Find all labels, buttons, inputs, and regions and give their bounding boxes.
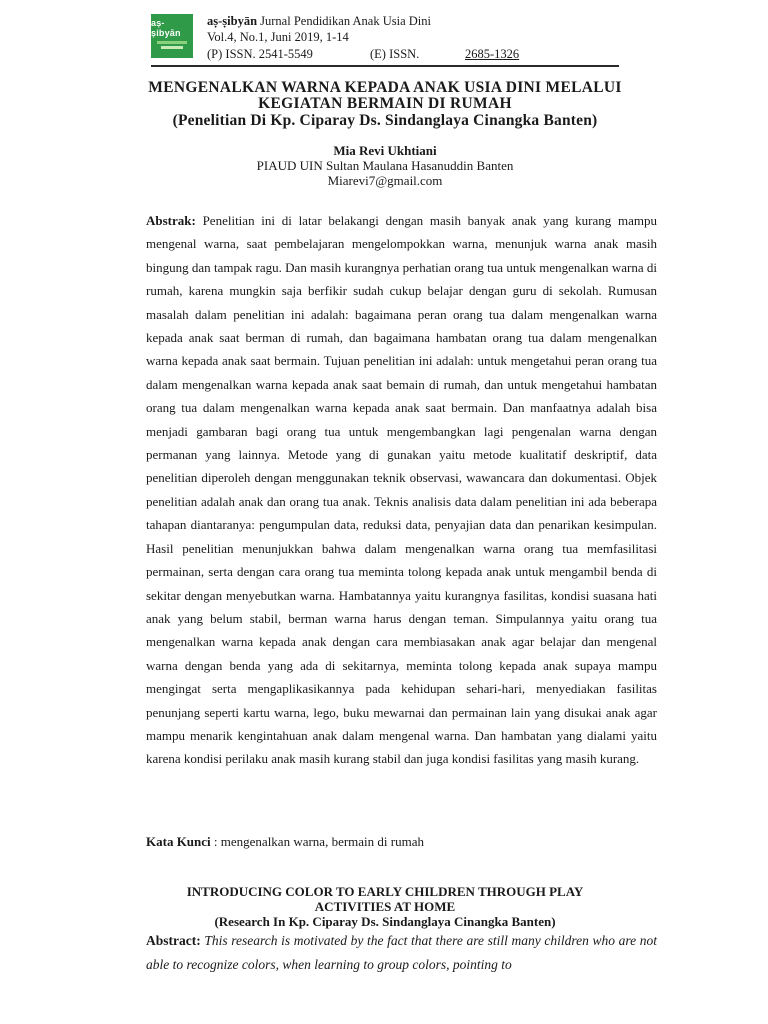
journal-brand: aṣ-ṣibyān: [207, 14, 258, 28]
english-title-line-2: ACTIVITIES AT HOME: [314, 899, 456, 914]
header-divider: [151, 65, 619, 67]
journal-title-line: [207, 14, 431, 29]
english-abstract-paragraph: [146, 929, 657, 977]
author-affiliation: PIAUD UIN Sultan Maulana Hasanuddin Banten: [256, 158, 514, 173]
keywords-label: Kata Kunci: [146, 834, 211, 849]
paper-title-line-2: KEGIATAN BERMAIN DI RUMAH: [258, 95, 512, 112]
english-subtitle: (Research In Kp. Ciparay Ds. Sindanglaya Cinangka Banten): [214, 914, 556, 929]
logo-text: aṣ-ṣibyān: [151, 18, 181, 38]
abstract-label: Abstrak:: [146, 213, 196, 228]
abstract-paragraph: [146, 209, 657, 771]
journal-name: Jurnal Pendidikan Anak Usia Dini: [260, 14, 431, 28]
logo-stripe: [161, 46, 183, 49]
abstract-text: Penelitian ini di latar belakangi dengan masih banyak anak yang kurang mampu mengenal warna, saat pembelajaran mengelompokkan warna, menunjuk warna anak masih bingung dan tampak ragu. Dan masih kurangnya perhatian orang tua untuk mengenalkan warna di rumah, karena mungkin saja berfikir sudah cukup belajar dengan guru di sekolah. Rumusan masalah dalam penelitian ini adalah: bagaimana peran orang tua dalam mengenalkan warna kepada anak saat berman di rumah, dan bagaimana hambatan orang tua dalam mengenalkan warna kepada anak saat bermain. Tujuan penelitian ini adalah: untuk mengetahui peran orang tua dalam mengenalkan warna kepada anak saat bemain di rumah, dan untuk mengetahui hambatan orang tua dalam mengenalkan warna kepada anak saat bermain. Dan manfaatnya adalah bisa menjadi gambaran bagi orang tua untuk mengembangkan lagi pengenalan warna dengan permanan yang lainnya. Metode yang di gunakan yaitu metode kualitatif deskriptif, data penelitian diperoleh dengan menggunakan teknik observasi, wawancara dan dokumentasi. Objek penelitian adalah anak dan orang tua anak. Teknis analisis data dalam penelitian ini ada beberapa tahapan diantaranya: pengumpulan data, reduksi data, penyajian data dan penarikan kesimpulan. Hasil penelitian menunjukkan bahwa dalam mengenalkan warna orang tua memfasilitasi permainan, serta dengan cara orang tua meminta tolong kepada anak untuk mengambil benda di sekitar dengan menyebutkan warna. Hambatannya yaitu kurangnya fasilitas, kondisi suasana hati anak yang belum stabil, berman warna harus dengan teman. Simpulannya yaitu orang tua mengenalkan warna kepada anak dengan cara membiasakan anak agar belajar dan mengenal warna dengan benda yang ada di sekitarnya, meminta tolong kepada anak supaya mampu mengingat serta mengaplikasikannya pada kehidupan sehari-hari, menyediakan fasilitas penunjang seperti kartu warna, lego, buku mewarnai dan permainan lain yang disukai anak agar mampu menarik kengintahuan anak dalam mengenal warna. Dan hambatan yang dialami yaitu karena kondisi perilaku anak masih kurang stabil dan juga kondisi fasilitas yang masih kurang.: [146, 213, 657, 767]
issn-print: (P) ISSN. 2541-5549: [207, 47, 313, 61]
english-abstract-text: This research is motivated by the fact that there are still many children who are not able to recognize colors, when learning to group colors, pointing to: [146, 933, 657, 972]
paper-subtitle: (Penelitian Di Kp. Ciparay Ds. Sindanglaya Cinangka Banten): [172, 112, 598, 129]
volume-line: Vol.4, No.1, Juni 2019, 1-14: [207, 30, 349, 44]
author-name: Mia Revi Ukhtiani: [333, 143, 437, 158]
paper-title-line-1: MENGENALKAN WARNA KEPADA ANAK USIA DINI MELALUI: [148, 79, 622, 96]
logo-stripe: [157, 41, 187, 44]
issn-e-label: (E) ISSN.: [370, 47, 420, 61]
keywords-text: : mengenalkan warna, bermain di rumah: [210, 834, 424, 849]
journal-logo: [151, 14, 193, 58]
english-title-line-1: INTRODUCING COLOR TO EARLY CHILDREN THROUGH PLAY: [186, 884, 584, 899]
author-email: Miarevi7@gmail.com: [327, 173, 443, 188]
keywords-line: [146, 834, 424, 850]
english-abstract-label: Abstract:: [146, 933, 201, 948]
issn-e-number: 2685-1326: [465, 47, 520, 61]
